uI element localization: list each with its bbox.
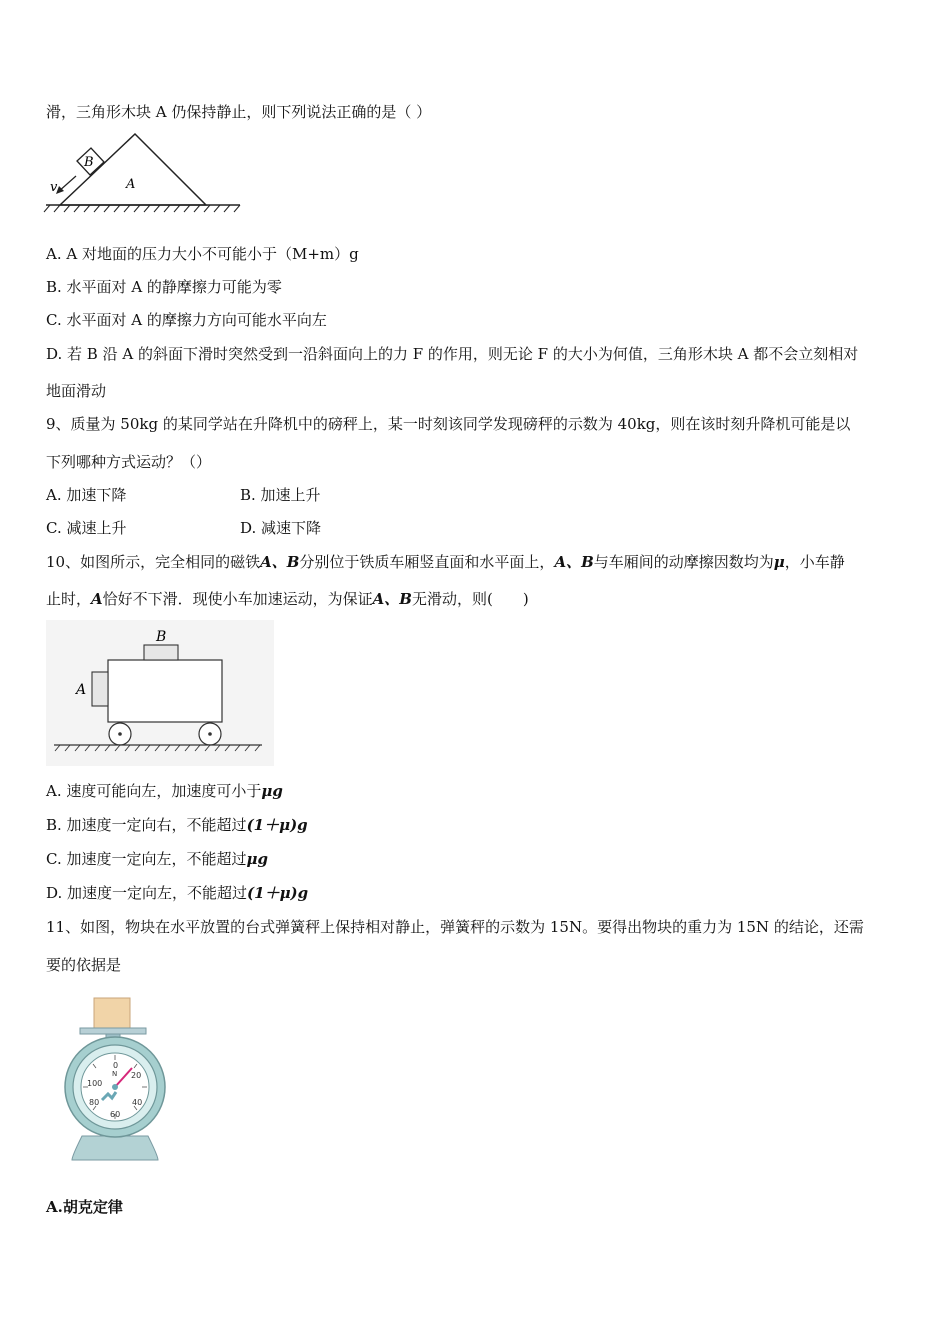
q10-option-D: D. 加速度一定向左，不能超过(1＋μ)g bbox=[46, 884, 309, 902]
label-v: v bbox=[50, 180, 58, 195]
q10-option-A: A. 速度可能向左，加速度可小于μg bbox=[46, 782, 283, 800]
q11-stem-line1: 11、如图，物块在水平放置的台式弹簧秤上保持相对静止，弹簧秤的示数为 15N。要得出物块的重力为 15N 的结论，还需 bbox=[46, 918, 864, 936]
block-on-scale bbox=[94, 998, 130, 1028]
q9-stem-line1: 9、质量为 50kg 的某同学站在升降机中的磅秤上，某一时刻该同学发现磅秤的示数为 40kg，则在该时刻升降机可能是以 bbox=[46, 415, 851, 433]
q8-option-D-line1: D. 若 B 沿 A 的斜面下滑时突然受到一沿斜面向上的力 F 的作用，则无论 F 的大小为何值，三角形木块 A 都不会立刻相对 bbox=[46, 345, 859, 363]
magnet-B bbox=[144, 645, 178, 660]
svg-text:N: N bbox=[112, 1070, 118, 1078]
label-B: B bbox=[156, 629, 167, 645]
q8-option-B: B. 水平面对 A 的静摩擦力可能为零 bbox=[46, 278, 282, 296]
svg-text:80: 80 bbox=[89, 1098, 100, 1107]
q9-option-A: A. 加速下降 bbox=[46, 486, 127, 504]
svg-text:40: 40 bbox=[132, 1098, 143, 1107]
svg-text:100: 100 bbox=[87, 1079, 103, 1088]
q8-option-A: A. A 对地面的压力大小不可能小于（M+m）g bbox=[46, 245, 359, 263]
wedge-A bbox=[60, 134, 206, 205]
q9-option-D: D. 减速下降 bbox=[240, 519, 322, 537]
cart-figure bbox=[46, 620, 274, 766]
q10-option-C: C. 加速度一定向左，不能超过μg bbox=[46, 850, 268, 868]
label-A: A bbox=[126, 177, 136, 192]
scale-base bbox=[72, 1136, 158, 1160]
svg-text:60: 60 bbox=[110, 1110, 121, 1119]
cart-body bbox=[108, 660, 222, 722]
svg-text:0: 0 bbox=[113, 1061, 119, 1070]
q10-stem-line1: 10、如图所示，完全相同的磁铁A、B分别位于铁质车厢竖直面和水平面上，A、B与车厢间的动摩擦因数均为μ，小车静 bbox=[46, 553, 845, 571]
q8-stem-tail: 滑，三角形木块 A 仍保持静止，则下列说法正确的是（ ） bbox=[46, 103, 432, 121]
q9-option-C: C. 减速上升 bbox=[46, 519, 127, 537]
q11-option-A: A.胡克定律 bbox=[46, 1198, 123, 1216]
q9-option-B: B. 加速上升 bbox=[240, 486, 321, 504]
magnet-A bbox=[92, 672, 108, 706]
q11-stem-line2: 要的依据是 bbox=[46, 956, 122, 974]
q10-option-B: B. 加速度一定向右，不能超过(1＋μ)g bbox=[46, 816, 308, 834]
q8-option-C: C. 水平面对 A 的摩擦力方向可能水平向左 bbox=[46, 311, 327, 329]
label-B: B bbox=[84, 155, 94, 170]
q9-stem-line2: 下列哪种方式运动？（） bbox=[46, 453, 212, 471]
svg-text:20: 20 bbox=[131, 1071, 142, 1080]
scale-pan bbox=[80, 1028, 146, 1034]
q8-option-D-line2: 地面滑动 bbox=[46, 382, 107, 400]
label-A: A bbox=[76, 682, 87, 698]
spring-scale-figure bbox=[60, 996, 170, 1164]
q10-stem-line2: 止时，A恰好不下滑．现使小车加速运动，为保证A、B无滑动，则( ) bbox=[46, 590, 529, 608]
incline-figure bbox=[40, 128, 250, 218]
